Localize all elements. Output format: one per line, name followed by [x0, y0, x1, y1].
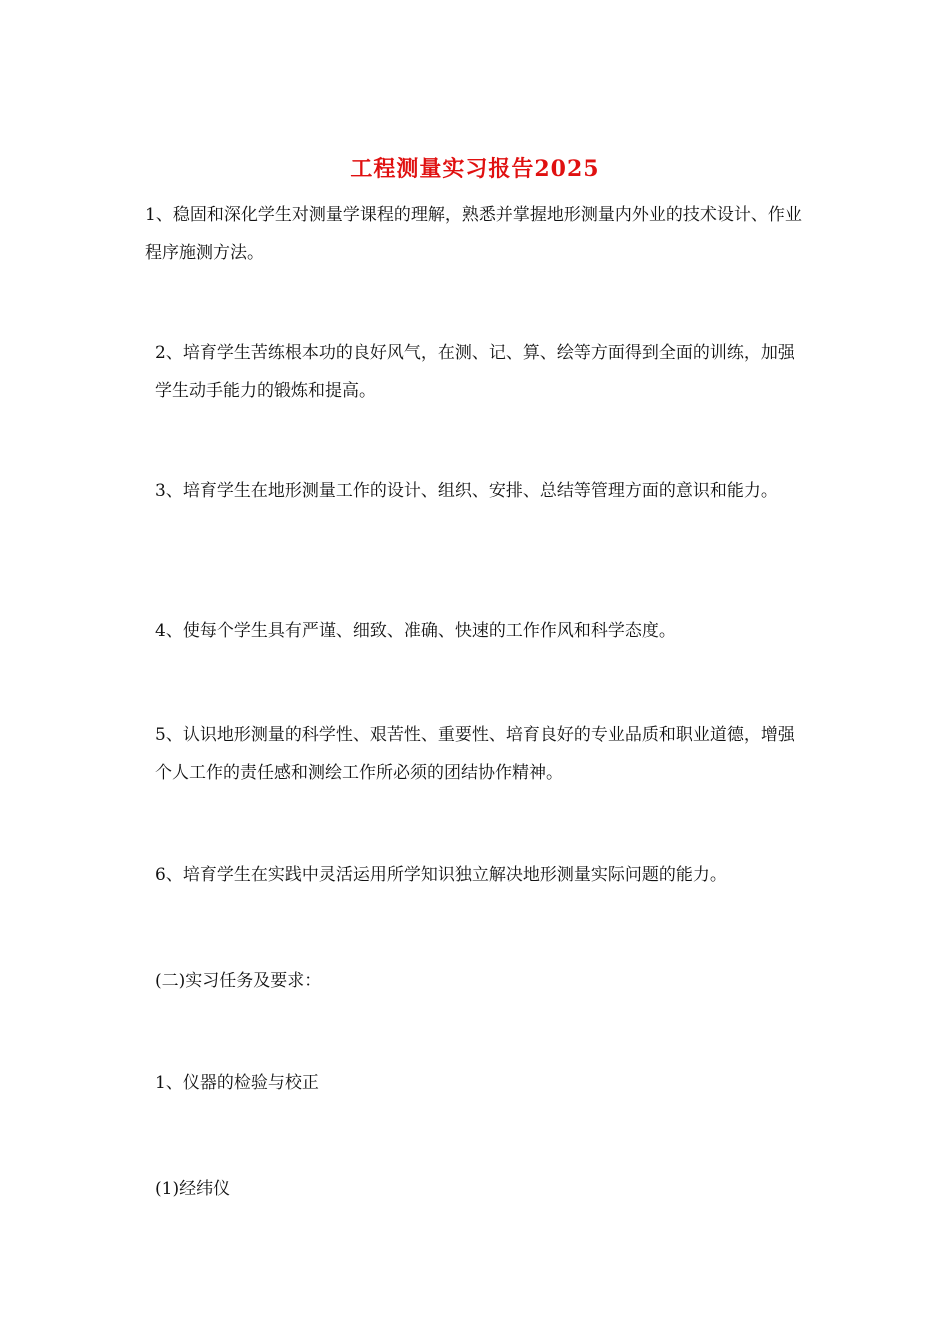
paragraph-1: 1、稳固和深化学生对测量学课程的理解，熟悉并掌握地形测量内外业的技术设计、作业程序施测方法。 — [145, 205, 802, 263]
section-heading-tasks: (二)实习任务及要求： — [155, 971, 322, 991]
paragraph-2: 2、培育学生苦练根本功的良好风气，在测、记、算、绘等方面得到全面的训练，加强学生动手能力的锻炼和提高。 — [155, 343, 795, 401]
subheading-instrument-check: 1、仪器的检验与校正 — [155, 1073, 319, 1093]
subheading-theodolite: (1)经纬仪 — [155, 1179, 231, 1199]
paragraph-6: 6、培育学生在实践中灵活运用所学知识独立解决地形测量实际问题的能力。 — [155, 865, 727, 885]
paragraph-3: 3、培育学生在地形测量工作的设计、组织、安排、总结等管理方面的意识和能力。 — [155, 481, 778, 501]
document-title: 工程测量实习报告2025 — [350, 156, 600, 182]
paragraph-4: 4、使每个学生具有严谨、细致、准确、快速的工作作风和科学态度。 — [155, 621, 676, 641]
paragraph-5: 5、认识地形测量的科学性、艰苦性、重要性、培育良好的专业品质和职业道德，增强个人工作的责任感和测绘工作所必须的团结协作精神。 — [155, 725, 795, 783]
